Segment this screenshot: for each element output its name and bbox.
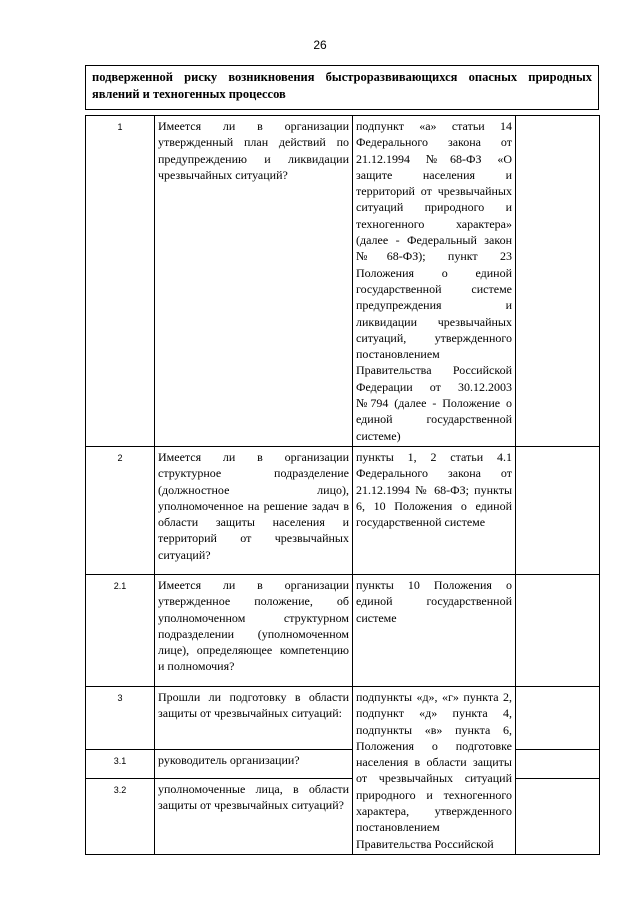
- page-number: 26: [313, 38, 327, 52]
- answer-cell: [516, 574, 600, 686]
- checklist-table: [85, 115, 600, 855]
- table-row: [86, 574, 600, 686]
- table-row: [86, 446, 600, 574]
- table-row: [86, 750, 600, 779]
- table-row: [86, 116, 600, 447]
- section-header: [85, 65, 599, 110]
- question-cell: Имеется ли в организации утвержденный план действий по предупреждению и ликвидации чрезвычайных ситуаций?: [155, 116, 353, 447]
- answer-cell: [516, 686, 600, 749]
- reference-cell: пункты 1, 2 статьи 4.1 Федерального закона от 21.12.1994 № 68-ФЗ; пункты 6, 10 Положения о единой государственной системе: [353, 446, 516, 574]
- question-cell: Прошли ли подготовку в области защиты от чрезвычайных ситуаций:: [155, 686, 353, 749]
- section-header-line: подверженной риску возникновения быстроразвивающихся опасных природных: [92, 70, 592, 84]
- table-row: [86, 686, 600, 749]
- row-number: 3: [86, 686, 155, 749]
- answer-cell: [516, 778, 600, 854]
- reference-cell: подпункт «а» статьи 14 Федерального закона от 21.12.1994 №68-ФЗ «О защите населения и территорий от чрезвычайных ситуаций природного и техногенного характера» (далее - Федеральный закон №68-ФЗ); пункт 23 Положения о единой государственной системе предупреждения и ликвидации чрезвычайных ситуаций, утвержденного постановлением Правительства Российской Федерации от 30.12.2003 №794 (далее - Положение о единой государственной системе): [353, 116, 516, 447]
- question-cell: Имеется ли в организации структурное подразделение (должностное лицо), уполномоченное на решение задач в области защиты населения и территорий от чрезвычайных ситуаций?: [155, 446, 353, 574]
- row-number: 2.1: [86, 574, 155, 686]
- reference-cell: пункты 10 Положения о единой государственной системе: [353, 574, 516, 686]
- question-cell: Имеется ли в организации утвержденное положение, об уполномоченном структурном подразделении (уполномоченном лице), определяющее компетенцию и полномочия?: [155, 574, 353, 686]
- row-number: 3.2: [86, 778, 155, 854]
- table-row: [86, 778, 600, 854]
- answer-cell: [516, 116, 600, 447]
- question-cell: уполномоченные лица, в области защиты от чрезвычайных ситуаций?: [155, 778, 353, 854]
- row-number: 2: [86, 446, 155, 574]
- row-number: 3.1: [86, 750, 155, 779]
- reference-cell: подпункты «д», «г» пункта 2, подпункт «д» пункта 4, подпункты «в» пункта 6, Положения о подготовке населения в области защиты от чрезвычайных ситуаций природного и техногенного характера, утвержденного постановлением Правительства Российской: [353, 686, 516, 854]
- answer-cell: [516, 446, 600, 574]
- section-header-line: явлений и техногенных процессов: [92, 87, 286, 101]
- question-cell: руководитель организации?: [155, 750, 353, 779]
- answer-cell: [516, 750, 600, 779]
- row-number: 1: [86, 116, 155, 447]
